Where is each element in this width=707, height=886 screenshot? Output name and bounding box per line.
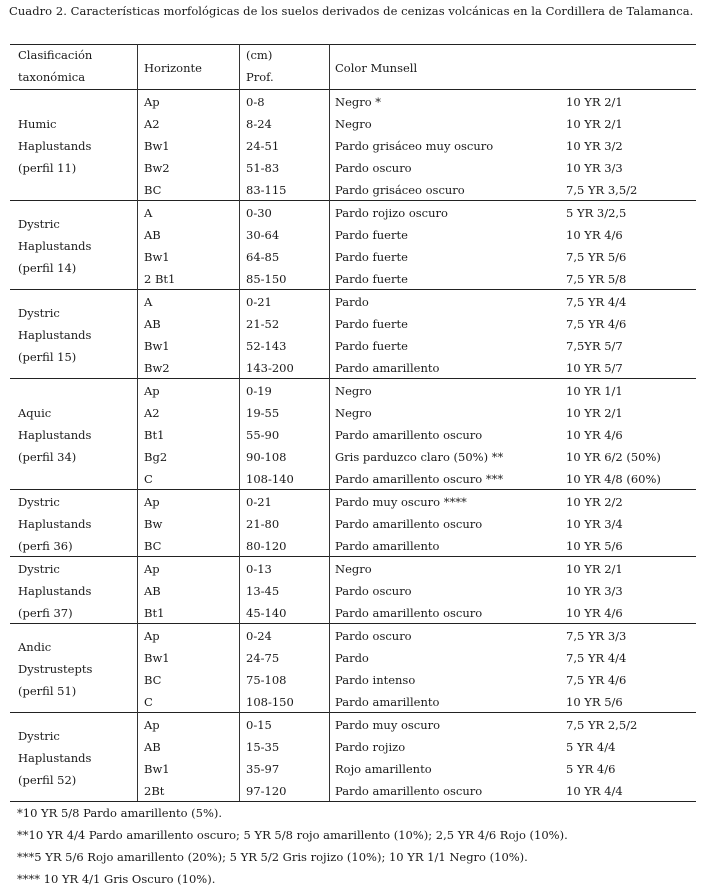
color-name-cell: Pardo oscuro: [335, 161, 412, 175]
munsell-code-cell: 10 YR 2/2: [566, 495, 623, 509]
profundidad-cell: 51-83: [246, 161, 280, 175]
horizonte-cell: A2: [144, 117, 160, 131]
color-name-cell: Pardo amarillento oscuro ***: [335, 472, 504, 486]
munsell-code-cell: 10 YR 3/2: [566, 139, 623, 153]
profundidad-cell: 108-150: [246, 695, 294, 709]
munsell-code-cell: 7,5 YR 5/6: [566, 250, 627, 264]
classification-name: Haplustands: [18, 328, 92, 342]
footnote: ***5 YR 5/6 Rojo amarillento (20%); 5 YR 5/2 Gris rojizo (10%); 10 YR 1/1 Negro (10%).: [17, 850, 528, 864]
color-name-cell: Negro: [335, 117, 372, 131]
horizonte-cell: Ap: [144, 718, 160, 732]
horizonte-cell: Bw1: [144, 339, 170, 353]
color-name-cell: Pardo oscuro: [335, 584, 412, 598]
munsell-code-cell: 10 YR 3/3: [566, 584, 623, 598]
color-name-cell: Pardo grisáceo muy oscuro: [335, 139, 494, 153]
header-bottom-rule: [10, 89, 696, 90]
munsell-code-cell: 10 YR 5/6: [566, 695, 623, 709]
horizonte-cell: Bw2: [144, 361, 170, 375]
classification-name: Humic: [18, 117, 57, 131]
munsell-code-cell: 10 YR 3/4: [566, 517, 623, 531]
group-bottom-rule: [10, 289, 696, 290]
color-name-cell: Pardo oscuro: [335, 629, 412, 643]
profundidad-cell: 0-19: [246, 384, 272, 398]
color-name-cell: Rojo amarillento: [335, 762, 432, 776]
munsell-code-cell: 7,5 YR 4/6: [566, 317, 627, 331]
munsell-code-cell: 7,5YR 5/7: [566, 339, 623, 353]
color-name-cell: Pardo fuerte: [335, 317, 408, 331]
color-name-cell: Gris parduzco claro (50%) **: [335, 450, 504, 464]
munsell-code-cell: 7,5 YR 3/3: [566, 629, 627, 643]
color-name-cell: Negro *: [335, 95, 382, 109]
color-name-cell: Pardo rojizo: [335, 740, 406, 754]
classification-name: Haplustands: [18, 239, 92, 253]
munsell-code-cell: 10 YR 4/4: [566, 784, 623, 798]
profundidad-cell: 75-108: [246, 673, 287, 687]
color-name-cell: Pardo amarillento: [335, 695, 440, 709]
classification-name: Dystric: [18, 217, 60, 231]
classification-name: (perfil 15): [18, 350, 77, 364]
munsell-code-cell: 10 YR 4/8 (60%): [566, 472, 661, 486]
munsell-code-cell: 10 YR 1/1: [566, 384, 623, 398]
color-name-cell: Pardo fuerte: [335, 272, 408, 286]
munsell-code-cell: 5 YR 4/4: [566, 740, 616, 754]
profundidad-cell: 24-51: [246, 139, 280, 153]
color-name-cell: Pardo amarillento oscuro: [335, 428, 483, 442]
munsell-code-cell: 7,5 YR 2,5/2: [566, 718, 638, 732]
column-divider: [137, 44, 138, 801]
classification-name: Dystric: [18, 729, 60, 743]
profundidad-cell: 83-115: [246, 183, 287, 197]
horizonte-cell: A2: [144, 406, 160, 420]
horizonte-cell: Bw1: [144, 139, 170, 153]
color-name-cell: Pardo muy oscuro: [335, 718, 441, 732]
classification-name: Dystric: [18, 306, 60, 320]
munsell-code-cell: 10 YR 2/1: [566, 562, 623, 576]
horizonte-cell: 2Bt: [144, 784, 165, 798]
profundidad-cell: 97-120: [246, 784, 287, 798]
horizonte-cell: Ap: [144, 95, 160, 109]
profundidad-cell: 0-24: [246, 629, 272, 643]
profundidad-cell: 143-200: [246, 361, 294, 375]
header-prof-unit: (cm): [246, 48, 273, 62]
munsell-code-cell: 10 YR 2/1: [566, 117, 623, 131]
color-name-cell: Negro: [335, 406, 372, 420]
munsell-code-cell: 7,5 YR 5/8: [566, 272, 627, 286]
horizonte-cell: 2 Bt1: [144, 272, 176, 286]
header-color-munsell: Color Munsell: [335, 61, 418, 75]
horizonte-cell: Ap: [144, 629, 160, 643]
classification-name: (perfil 34): [18, 450, 77, 464]
profundidad-cell: 35-97: [246, 762, 280, 776]
horizonte-cell: Bw: [144, 517, 163, 531]
profundidad-cell: 0-8: [246, 95, 265, 109]
munsell-code-cell: 7,5 YR 4/4: [566, 651, 627, 665]
horizonte-cell: AB: [144, 228, 161, 242]
classification-name: Aquic: [18, 406, 52, 420]
profundidad-cell: 0-13: [246, 562, 272, 576]
munsell-code-cell: 5 YR 4/6: [566, 762, 616, 776]
group-bottom-rule: [10, 623, 696, 624]
profundidad-cell: 0-21: [246, 495, 272, 509]
classification-name: Dystric: [18, 562, 60, 576]
munsell-code-cell: 10 YR 4/6: [566, 606, 623, 620]
munsell-code-cell: 10 YR 4/6: [566, 228, 623, 242]
profundidad-cell: 15-35: [246, 740, 280, 754]
classification-name: (perfil 11): [18, 161, 77, 175]
profundidad-cell: 90-108: [246, 450, 287, 464]
munsell-code-cell: 7,5 YR 3,5/2: [566, 183, 638, 197]
color-name-cell: Pardo amarillento: [335, 539, 440, 553]
classification-name: (perfil 14): [18, 261, 77, 275]
color-name-cell: Pardo: [335, 295, 369, 309]
profundidad-cell: 108-140: [246, 472, 294, 486]
profundidad-cell: 80-120: [246, 539, 287, 553]
horizonte-cell: A: [144, 295, 153, 309]
group-bottom-rule: [10, 801, 696, 802]
munsell-code-cell: 5 YR 3/2,5: [566, 206, 627, 220]
color-name-cell: Negro: [335, 562, 372, 576]
profundidad-cell: 0-21: [246, 295, 272, 309]
group-bottom-rule: [10, 378, 696, 379]
footnote: *10 YR 5/8 Pardo amarillento (5%).: [17, 806, 223, 820]
horizonte-cell: BC: [144, 673, 162, 687]
profundidad-cell: 8-24: [246, 117, 272, 131]
header-horizonte: Horizonte: [144, 61, 202, 75]
munsell-code-cell: 10 YR 6/2 (50%): [566, 450, 661, 464]
munsell-code-cell: 10 YR 5/6: [566, 539, 623, 553]
column-divider: [239, 44, 240, 801]
profundidad-cell: 55-90: [246, 428, 280, 442]
horizonte-cell: Bw1: [144, 651, 170, 665]
horizonte-cell: C: [144, 695, 153, 709]
group-bottom-rule: [10, 200, 696, 201]
horizonte-cell: Ap: [144, 562, 160, 576]
table-caption: Cuadro 2. Características morfológicas de los suelos derivados de cenizas volcánicas en la Cordillera de Talamanca.: [9, 4, 694, 18]
profundidad-cell: 64-85: [246, 250, 280, 264]
color-name-cell: Pardo amarillento oscuro: [335, 606, 483, 620]
munsell-code-cell: 10 YR 5/7: [566, 361, 623, 375]
munsell-code-cell: 10 YR 3/3: [566, 161, 623, 175]
classification-name: Haplustands: [18, 751, 92, 765]
profundidad-cell: 21-80: [246, 517, 280, 531]
profundidad-cell: 13-45: [246, 584, 280, 598]
color-name-cell: Pardo grisáceo oscuro: [335, 183, 465, 197]
horizonte-cell: BC: [144, 539, 162, 553]
horizonte-cell: Bw1: [144, 762, 170, 776]
profundidad-cell: 24-75: [246, 651, 280, 665]
classification-name: Haplustands: [18, 517, 92, 531]
footnote: **** 10 YR 4/1 Gris Oscuro (10%).: [17, 872, 216, 886]
profundidad-cell: 19-55: [246, 406, 280, 420]
horizonte-cell: Bw2: [144, 161, 170, 175]
profundidad-cell: 0-30: [246, 206, 272, 220]
header-prof: Prof.: [246, 70, 274, 84]
horizonte-cell: Ap: [144, 384, 160, 398]
group-bottom-rule: [10, 489, 696, 490]
header-clasificacion-line2: taxonómica: [18, 70, 86, 84]
horizonte-cell: C: [144, 472, 153, 486]
munsell-code-cell: 7,5 YR 4/4: [566, 295, 627, 309]
table-top-rule: [10, 44, 696, 45]
color-name-cell: Pardo muy oscuro ****: [335, 495, 467, 509]
horizonte-cell: AB: [144, 584, 161, 598]
group-bottom-rule: [10, 556, 696, 557]
classification-name: (perfil 52): [18, 773, 77, 787]
color-name-cell: Pardo fuerte: [335, 339, 408, 353]
munsell-code-cell: 10 YR 2/1: [566, 95, 623, 109]
classification-name: Haplustands: [18, 584, 92, 598]
classification-name: Dystrustepts: [18, 662, 93, 676]
horizonte-cell: AB: [144, 740, 161, 754]
header-clasificacion-line1: Clasificación: [18, 48, 93, 62]
profundidad-cell: 45-140: [246, 606, 287, 620]
classification-name: Haplustands: [18, 139, 92, 153]
horizonte-cell: Bw1: [144, 250, 170, 264]
horizonte-cell: Bg2: [144, 450, 168, 464]
profundidad-cell: 30-64: [246, 228, 280, 242]
group-bottom-rule: [10, 712, 696, 713]
classification-name: Haplustands: [18, 428, 92, 442]
classification-name: (perfi 36): [18, 539, 73, 553]
horizonte-cell: Bt1: [144, 606, 165, 620]
column-divider: [329, 44, 330, 801]
color-name-cell: Pardo fuerte: [335, 250, 408, 264]
horizonte-cell: A: [144, 206, 153, 220]
horizonte-cell: AB: [144, 317, 161, 331]
profundidad-cell: 52-143: [246, 339, 287, 353]
munsell-code-cell: 7,5 YR 4/6: [566, 673, 627, 687]
color-name-cell: Negro: [335, 384, 372, 398]
horizonte-cell: Ap: [144, 495, 160, 509]
color-name-cell: Pardo fuerte: [335, 228, 408, 242]
classification-name: (perfi 37): [18, 606, 73, 620]
horizonte-cell: Bt1: [144, 428, 165, 442]
profundidad-cell: 21-52: [246, 317, 280, 331]
color-name-cell: Pardo amarillento oscuro: [335, 517, 483, 531]
color-name-cell: Pardo intenso: [335, 673, 416, 687]
horizonte-cell: BC: [144, 183, 162, 197]
color-name-cell: Pardo amarillento: [335, 361, 440, 375]
color-name-cell: Pardo rojizo oscuro: [335, 206, 448, 220]
munsell-code-cell: 10 YR 2/1: [566, 406, 623, 420]
profundidad-cell: 85-150: [246, 272, 287, 286]
footnote: **10 YR 4/4 Pardo amarillento oscuro; 5 YR 5/8 rojo amarillento (10%); 2,5 YR 4/6 Rojo (10%).: [17, 828, 568, 842]
classification-name: (perfil 51): [18, 684, 77, 698]
profundidad-cell: 0-15: [246, 718, 272, 732]
classification-name: Dystric: [18, 495, 60, 509]
color-name-cell: Pardo amarillento oscuro: [335, 784, 483, 798]
color-name-cell: Pardo: [335, 651, 369, 665]
classification-name: Andic: [18, 640, 52, 654]
munsell-code-cell: 10 YR 4/6: [566, 428, 623, 442]
